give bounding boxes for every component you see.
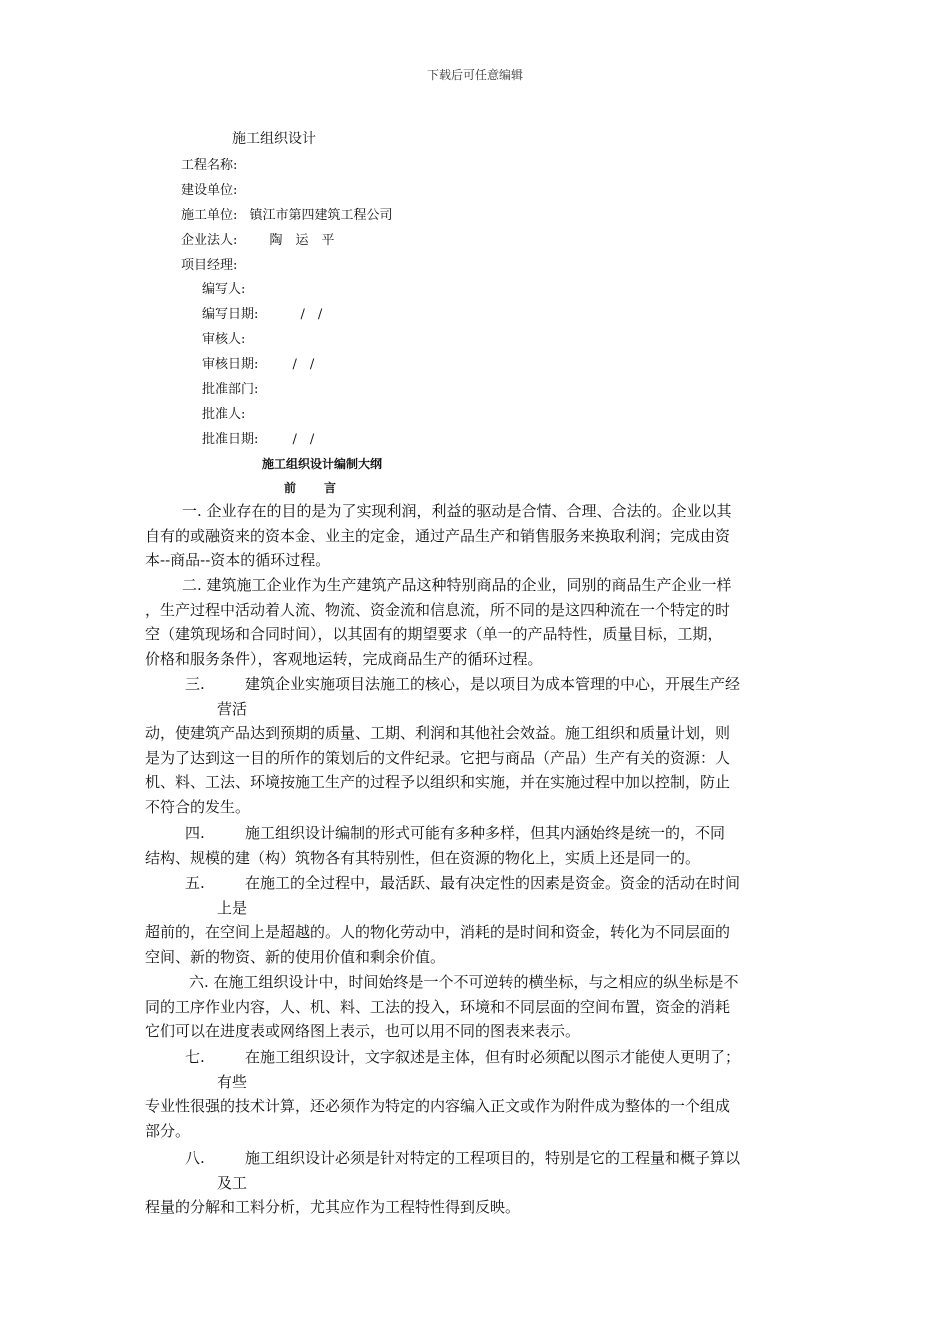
- field-label: 审核人:: [202, 332, 246, 347]
- text-span: 施工组织设计必须是针对特定的工程项目的，特别是它的工程量和概子算以: [245, 1149, 741, 1167]
- field-reviewer: [202, 328, 245, 347]
- field-owner: [181, 179, 237, 198]
- text-line: 程量的分解和工料分析，尤其应作为工程特性得到反映。: [145, 1198, 521, 1216]
- text-line: 超前的，在空间上是超越的。人的物化劳动中，消耗的是时间和资金，转化为不同层面的: [145, 923, 731, 941]
- field-label: 批准人:: [202, 407, 246, 422]
- paragraph-4: [145, 821, 810, 870]
- field-label: 施工单位:: [181, 208, 238, 223]
- text-line: 机、料、工法、环境按施工生产的过程予以组织和实施，并在实施过程中加以控制，防止: [145, 773, 731, 791]
- text-line: 不符合的发生。: [145, 797, 251, 816]
- text-span: 施工组织设计编制的形式可能有多种多样，但其内涵始终是统一的，不同: [245, 824, 726, 842]
- page-header: 下载后可任意编辑: [426, 68, 523, 82]
- field-author-date: [202, 303, 322, 322]
- field-value: 镇江市第四建筑工程公司: [249, 208, 393, 223]
- text-span: 建筑企业实施项目法施工的核心，是以项目为成本管理的中心，开展生产经: [245, 675, 741, 693]
- preface-title: 前言: [284, 481, 365, 495]
- paragraph-1: [145, 499, 810, 573]
- text-line: 专业性很强的技术计算，还必须作为特定的内容编入正文或作为附件成为整体的一个组成: [145, 1097, 731, 1115]
- field-legal-person: [181, 229, 335, 248]
- text-line: 六. 在施工组织设计中，时间始终是一个不可逆转的横坐标，与之相应的纵坐标是不: [189, 973, 739, 991]
- text-span: 在施工的全过程中，最活跃、最有决定性的因素是资金。资金的活动在时间: [245, 874, 741, 892]
- text-line: 本--商品--资本的循环过程。: [145, 551, 331, 569]
- field-approver: [202, 403, 245, 422]
- field-project-manager: [181, 254, 237, 273]
- field-approval-dept: [202, 378, 258, 397]
- field-value: / /: [292, 432, 315, 447]
- text-line: ，生产过程中活动着人流、物流、资金流和信息流，所不同的是这四种流在一个特定的时: [145, 600, 731, 619]
- paragraph-8: [145, 1146, 810, 1220]
- field-value: 陶 运 平: [269, 233, 335, 248]
- field-label: 企业法人:: [181, 233, 238, 248]
- text-line: 动，使建筑产品达到预期的质量、工期、利润和其他社会效益。施工组织和质量计划，则: [145, 724, 731, 742]
- text-line: 自有的或融资来的资本金、业主的定金，通过产品生产和销售服务来换取利润；完成由资: [145, 526, 731, 545]
- field-label: 批准部门:: [202, 382, 259, 397]
- field-label: 批准日期:: [202, 432, 259, 447]
- text-line: 及工: [217, 1173, 248, 1192]
- text-line: [145, 1045, 810, 1070]
- field-label: 编写人:: [202, 282, 246, 297]
- paragraph-7: [145, 1045, 810, 1143]
- field-label: 建设单位:: [181, 183, 238, 198]
- text-line: [145, 1146, 810, 1171]
- field-review-date: [202, 353, 314, 372]
- text-line: 它们可以在进度表或网络图上表示，也可以用不同的图表来表示。: [145, 1022, 581, 1040]
- item-number: 四.: [185, 824, 205, 842]
- text-line: 空间、新的物资、新的使用价值和剩余价值。: [145, 947, 446, 966]
- text-line: [145, 871, 810, 896]
- paragraph-2: [145, 573, 810, 671]
- field-label: 项目经理:: [181, 258, 238, 273]
- field-contractor: [181, 204, 393, 223]
- text-line: 空（建筑现场和合同时间），以其固有的期望要求（单一的产品特性，质量目标，工期，: [145, 625, 723, 643]
- field-author: [202, 278, 245, 297]
- text-line: 上是: [217, 898, 248, 917]
- text-span: 在施工组织设计，文字叙述是主体，但有时必须配以图示才能使人更明了；: [245, 1048, 741, 1066]
- field-value: / /: [292, 357, 315, 372]
- field-label: 工程名称:: [181, 158, 238, 173]
- field-value: / /: [300, 307, 323, 322]
- text-line: 一. 企业存在的目的是为了实现利润，利益的驱动是合情、合理、合法的。企业以其: [182, 502, 732, 520]
- outline-title: 施工组织设计编制大纲: [262, 457, 383, 471]
- paragraph-3: [145, 672, 810, 819]
- text-line: 有些: [217, 1072, 248, 1091]
- text-line: [145, 821, 810, 846]
- item-number: 三.: [185, 675, 205, 693]
- text-line: 价格和服务条件），客观地运转，完成商品生产的循环过程。: [145, 649, 543, 668]
- field-label: 编写日期:: [202, 307, 259, 322]
- paragraph-5: [145, 871, 810, 969]
- field-project-name: [181, 154, 237, 173]
- field-approval-date: [202, 428, 314, 447]
- field-label: 审核日期:: [202, 357, 259, 372]
- item-number: 七.: [185, 1048, 205, 1066]
- text-line: 是为了达到这一目的所作的策划后的文件纪录。它把与商品（产品）生产有关的资源：人: [145, 748, 731, 767]
- item-number: 五.: [185, 874, 205, 892]
- item-number: 八.: [185, 1149, 205, 1167]
- text-line: 二. 建筑施工企业作为生产建筑产品这种特别商品的企业，同别的商品生产企业一样: [182, 576, 732, 594]
- text-line: 同的工序作业内容，人、机、料、工法的投入，环境和不同层面的空间布置，资金的消耗: [145, 997, 731, 1016]
- text-line: 营活: [217, 699, 248, 718]
- text-line: [145, 672, 810, 697]
- paragraph-6: [145, 970, 810, 1044]
- document-title: 施工组织设计: [232, 131, 316, 147]
- text-line: 部分。: [145, 1121, 191, 1140]
- text-line: 结构、规模的建（构）筑物各有其特别性，但在资源的物化上，实质上还是同一的。: [145, 848, 701, 867]
